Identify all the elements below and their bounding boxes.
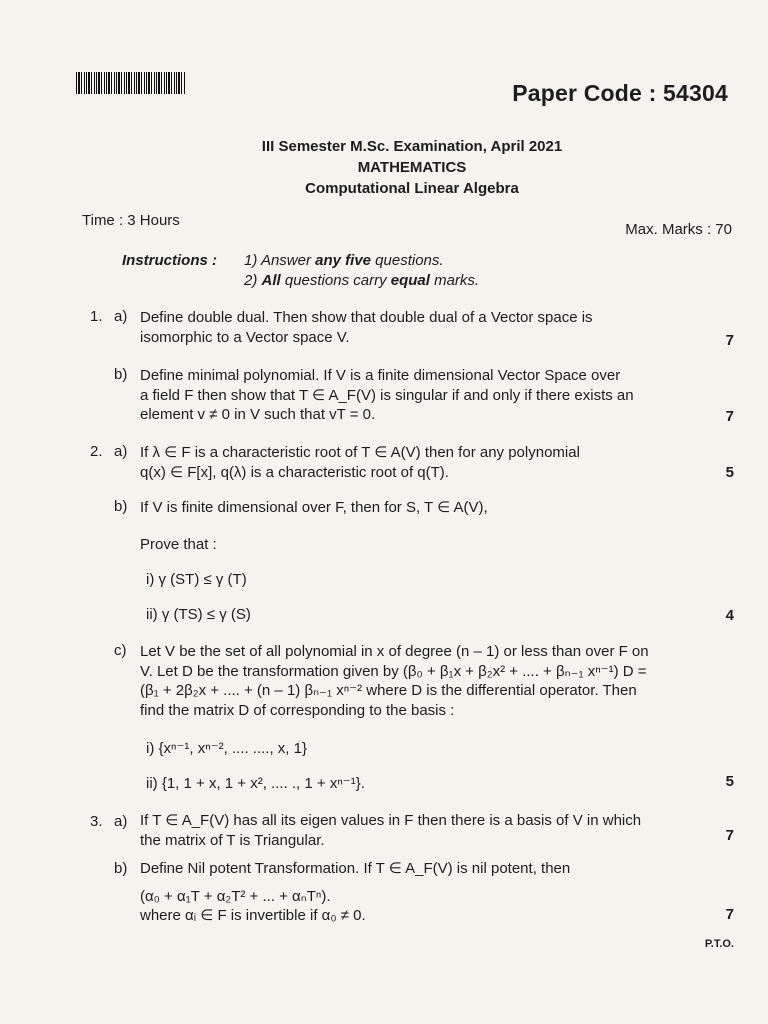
part-label: c) bbox=[114, 642, 127, 659]
question-1a-marks: 7 bbox=[725, 332, 734, 349]
question-1b-marks: 7 bbox=[725, 408, 734, 425]
instructions-label: Instructions : bbox=[122, 252, 218, 269]
question-1b-text: Define minimal polynomial. If V is a finite dimensional Vector Space over a field F then show that T ∈ A_F(V) is singular if and only if there exists an element v ≠ 0 in V such that vT = 0. bbox=[140, 367, 634, 423]
question-3b-marks: 7 bbox=[725, 906, 734, 923]
question-2a-marks: 5 bbox=[725, 464, 734, 481]
course-title: Computational Linear Algebra bbox=[305, 180, 519, 197]
barcode-image bbox=[76, 72, 186, 94]
instructions-block bbox=[122, 251, 479, 291]
question-3b-text: Define Nil potent Transformation. If T ∈ A_F(V) is nil potent, then (α₀ + α₁T + α₂T² + ... + αₙTⁿ). where αᵢ ∈ F is invertible if α₀ ≠ 0. bbox=[140, 860, 571, 924]
question-number: 2. bbox=[90, 443, 103, 460]
question-2c-ii: ii) {1, 1 + x, 1 + x², .... ., 1 + xⁿ⁻¹}. bbox=[146, 775, 365, 792]
question-2b-text: If V is finite dimensional over F, then for S, T ∈ A(V), bbox=[140, 499, 488, 516]
exam-heading bbox=[0, 136, 768, 199]
exam-time: Time : 3 Hours bbox=[82, 212, 180, 229]
question-2b-marks: 4 bbox=[725, 607, 734, 624]
question-2c-text: Let V be the set of all polynomial in x of degree (n – 1) or less than over F on V. Let D be the transformation given by (β₀ + β₁x + β₂x² + .... + βₙ₋₁ xⁿ⁻¹) D = (β₁ + 2β₂x + .... + (n – 1) βₙ₋₁ xⁿ⁻² where D is the differential operator. Then find the matrix D of corresponding to the basis : bbox=[140, 643, 649, 719]
instruction-2: 2) All questions carry equal marks. bbox=[244, 272, 480, 289]
max-marks: Max. Marks : 70 bbox=[625, 221, 732, 238]
part-label: a) bbox=[114, 813, 128, 830]
semester-title: III Semester M.Sc. Examination, April 2021 bbox=[261, 138, 563, 155]
question-2c-marks: 5 bbox=[725, 773, 734, 790]
question-2a-text: If λ ∈ F is a characteristic root of T ∈ A(V) then for any polynomial q(x) ∈ F[x], q(λ) is a characteristic root of q(T). bbox=[140, 444, 580, 481]
question-3a-marks: 7 bbox=[725, 827, 734, 844]
part-label: b) bbox=[114, 498, 128, 515]
part-label: a) bbox=[114, 308, 128, 325]
question-2b-ii: ii) γ (TS) ≤ γ (S) bbox=[146, 606, 251, 623]
paper-code: Paper Code : 54304 bbox=[512, 80, 728, 106]
question-number: 1. bbox=[90, 308, 103, 325]
question-2b-prove: Prove that : bbox=[140, 536, 217, 553]
pto-label: P.T.O. bbox=[704, 938, 734, 950]
question-number: 3. bbox=[90, 813, 103, 830]
question-2b-i: i) γ (ST) ≤ γ (T) bbox=[146, 571, 247, 588]
part-label: b) bbox=[114, 860, 128, 877]
subject-title: MATHEMATICS bbox=[357, 159, 467, 176]
question-1a-text: Define double dual. Then show that double dual of a Vector space is isomorphic to a Vector space V. bbox=[140, 309, 593, 346]
question-2c-i: i) {xⁿ⁻¹, xⁿ⁻², .... ...., x, 1} bbox=[146, 740, 307, 757]
instruction-1: 1) Answer any five questions. bbox=[244, 252, 444, 269]
part-label: b) bbox=[114, 366, 128, 383]
question-3a-text: If T ∈ A_F(V) has all its eigen values in F then there is a basis of V in which the matrix of T is Triangular. bbox=[140, 812, 642, 849]
part-label: a) bbox=[114, 443, 128, 460]
